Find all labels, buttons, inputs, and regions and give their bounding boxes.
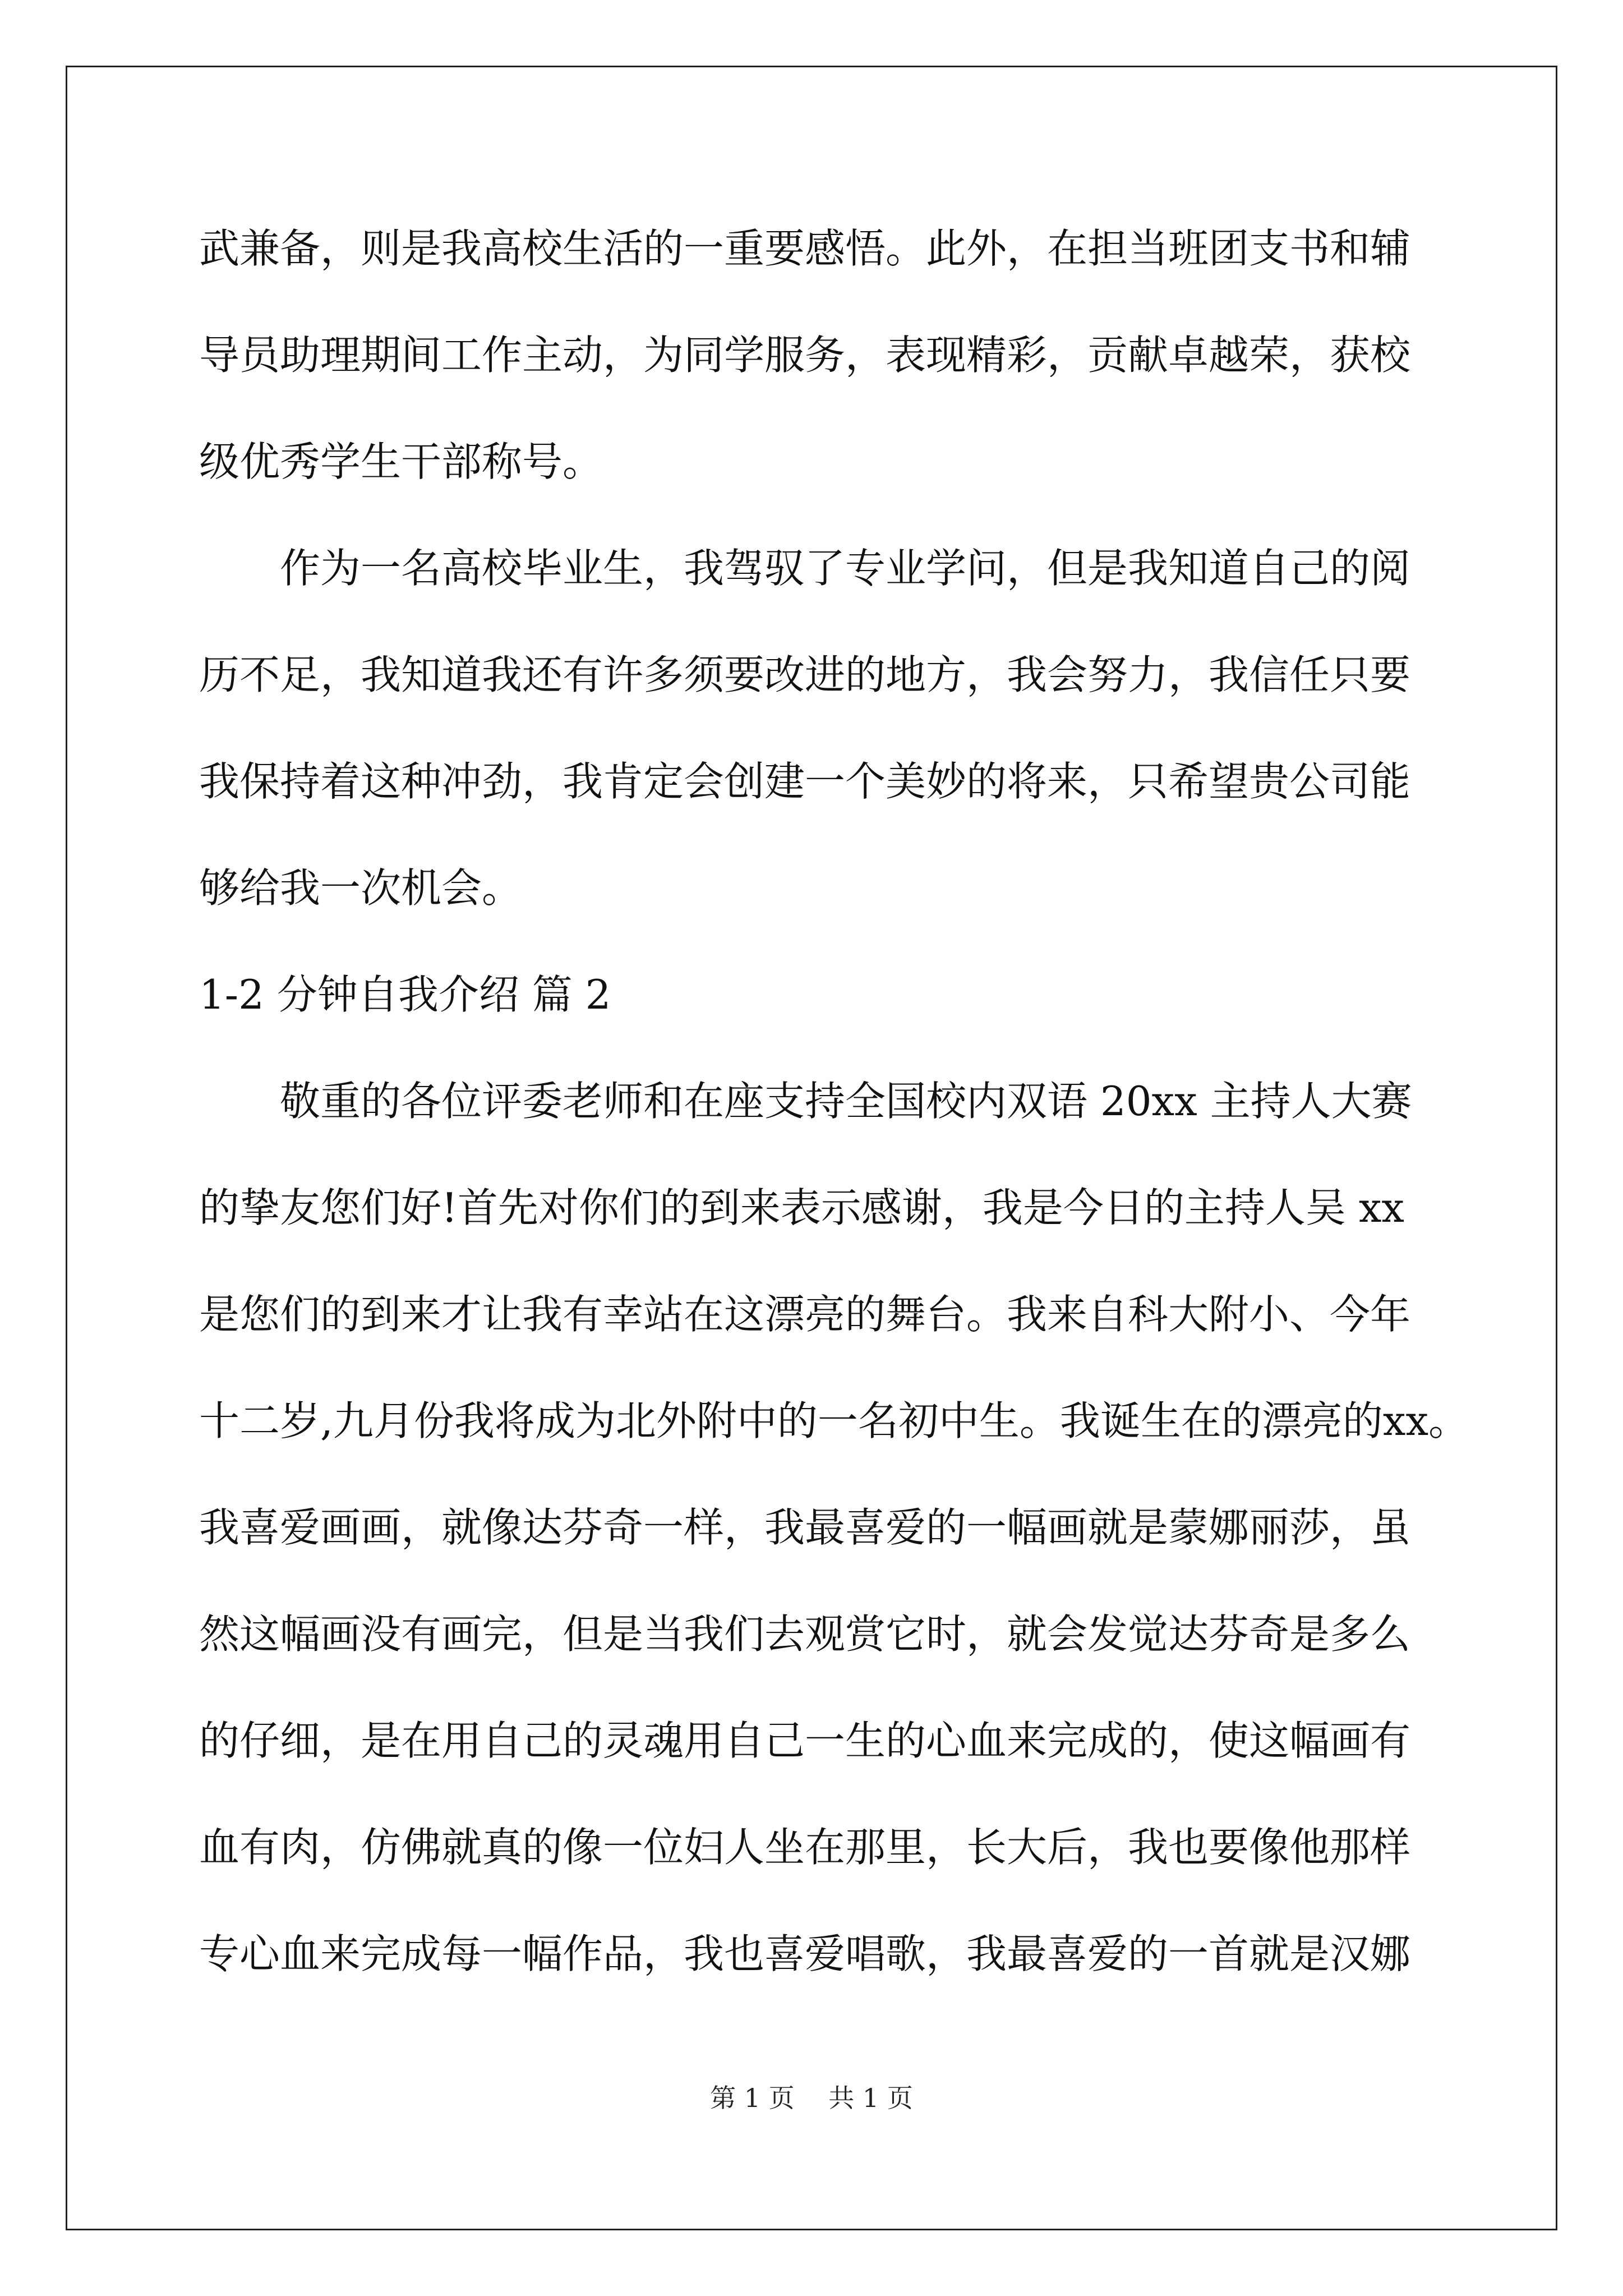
text-line: 我喜爱画画，就像达芬奇一样，我最喜爱的一幅画就是蒙娜丽莎，虽 <box>199 1504 1411 1551</box>
text-line: 我保持着这种冲劲，我肯定会创建一个美妙的将来，只希望贵公司能 <box>199 758 1411 805</box>
text-line: 级优秀学生干部称号。 <box>199 438 603 485</box>
text-line: 十二岁,九月份我将成为北外附中的一名初中生。我诞生在的漂亮的xx。 <box>199 1397 1469 1444</box>
page-number-footer: 第 1 页 共 1 页 <box>710 2083 913 2113</box>
text-line: 血有肉，仿佛就真的像一位妇人坐在那里，长大后，我也要像他那样 <box>199 1824 1411 1871</box>
paragraph-start-line: 敬重的各位评委老师和在座支持全国校内双语 20xx 主持人大赛 <box>280 1078 1412 1125</box>
text-line: 的仔细，是在用自己的灵魂用自己一生的心血来完成的，使这幅画有 <box>199 1717 1411 1764</box>
text-line: 历不足，我知道我还有许多须要改进的地方，我会努力，我信任只要 <box>199 651 1411 698</box>
text-line: 的挚友您们好!首先对你们的到来表示感谢，我是今日的主持人吴 xx <box>199 1184 1405 1231</box>
text-line: 够给我一次机会。 <box>199 864 523 912</box>
paragraph-start-line: 作为一名高校毕业生，我驾驭了专业学问，但是我知道自己的阅 <box>280 545 1411 592</box>
text-line: 专心血来完成每一幅作品，我也喜爱唱歌，我最喜爱的一首就是汉娜 <box>199 1930 1411 1977</box>
text-line: 是您们的到来才让我有幸站在这漂亮的舞台。我来自科大附小、今年 <box>199 1291 1411 1338</box>
text-line: 导员助理期间工作主动，为同学服务，表现精彩，贡献卓越荣，获校 <box>199 332 1411 379</box>
page-border <box>66 66 1557 2230</box>
text-line: 然这幅画没有画完，但是当我们去观赏它时，就会发觉达芬奇是多么 <box>199 1611 1411 1658</box>
section-heading: 1-2 分钟自我介绍 篇 2 <box>199 971 611 1018</box>
text-line: 武兼备，则是我高校生活的一重要感悟。此外，在担当班团支书和辅 <box>199 225 1411 272</box>
